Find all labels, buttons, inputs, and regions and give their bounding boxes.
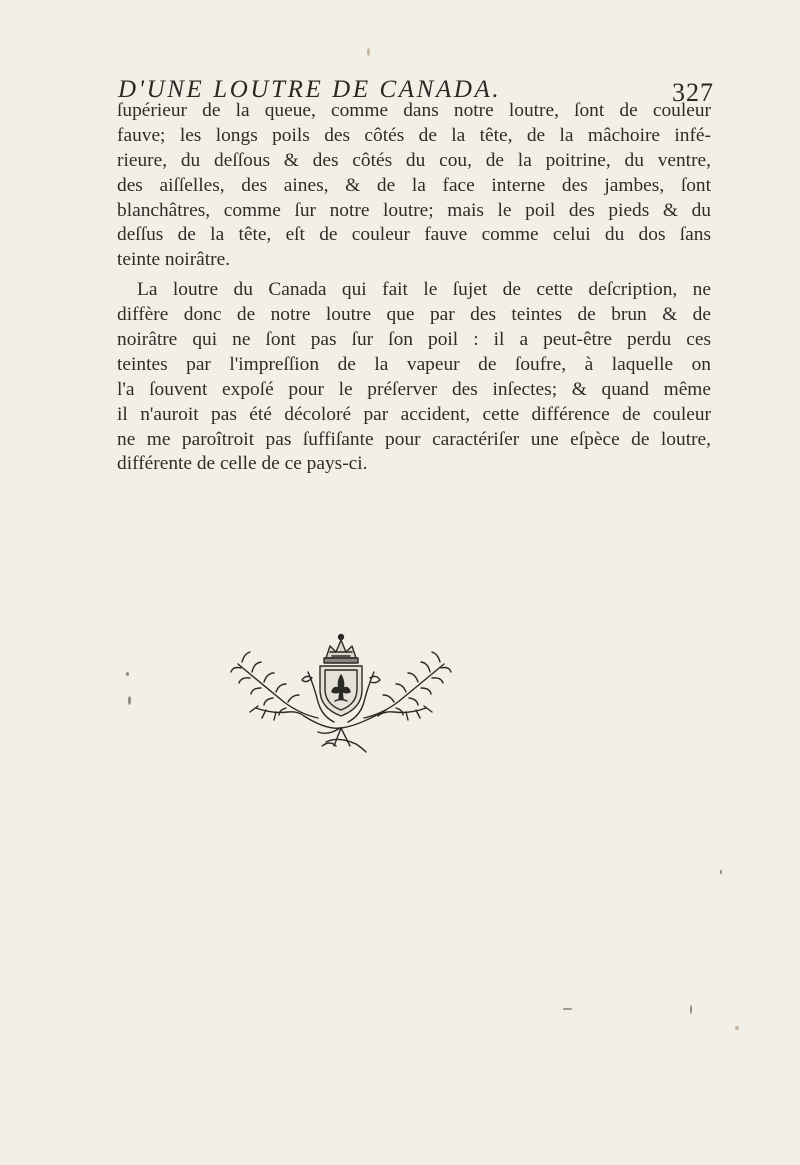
- text-line: ſupérieur de la queue, comme dans notre loutre, ſont de couleur: [117, 100, 711, 121]
- text-line: noirâtre qui ne ſont pas ſur ſon poil : il a peut-être perdu ces: [117, 329, 711, 351]
- running-title: D'UNE LOUTRE DE CANADA.: [118, 76, 502, 103]
- royal-crest-vignette-icon: [226, 628, 456, 754]
- paper-speck: [735, 1026, 739, 1030]
- text-line: fauve; les longs poils des côtés de la tête, de la mâchoire infé-: [117, 124, 711, 146]
- paper-speck: [690, 1005, 692, 1014]
- paper-speck: [563, 1008, 572, 1010]
- text-line: il n'auroit pas été décoloré par accident, cette différence de couleur: [117, 403, 711, 425]
- text-line: rieure, du deſſous & des côtés du cou, de la poitrine, du ventre,: [117, 149, 711, 171]
- body-text: [117, 99, 711, 477]
- text-line: La loutre du Canada qui fait le ſujet de cette deſcription, ne: [137, 279, 711, 301]
- paper-speck: [128, 696, 131, 705]
- text-line: teinte noirâtre.: [117, 249, 231, 271]
- page-number: 327: [672, 78, 714, 107]
- text-line: deſſus de la tête, eſt de couleur fauve comme celui du dos ſans: [117, 224, 711, 246]
- text-line: l'a ſouvent expoſé pour le préſerver des inſectes; & quand même: [117, 378, 711, 400]
- paragraph-1: [117, 99, 711, 273]
- text-line: teintes par l'impreſſion de la vapeur de ſoufre, à laquelle on: [117, 353, 711, 375]
- paragraph-2: [117, 278, 711, 477]
- paper-speck: [126, 672, 129, 676]
- text-line: différente de celle de ce pays-ci.: [117, 453, 368, 475]
- text-line: diffère donc de notre loutre que par des teintes de brun & de: [117, 304, 711, 326]
- text-line: blanchâtres, comme ſur notre loutre; mais le poil des pieds & du: [117, 199, 711, 221]
- text-line: ne me paroîtroit pas ſuffiſante pour caractériſer une eſpèce de loutre,: [117, 428, 711, 450]
- paper-speck: [720, 870, 722, 874]
- paper-speck: [367, 48, 370, 56]
- text-line: des aiſſelles, des aines, & de la face interne des jambes, ſont: [117, 174, 711, 196]
